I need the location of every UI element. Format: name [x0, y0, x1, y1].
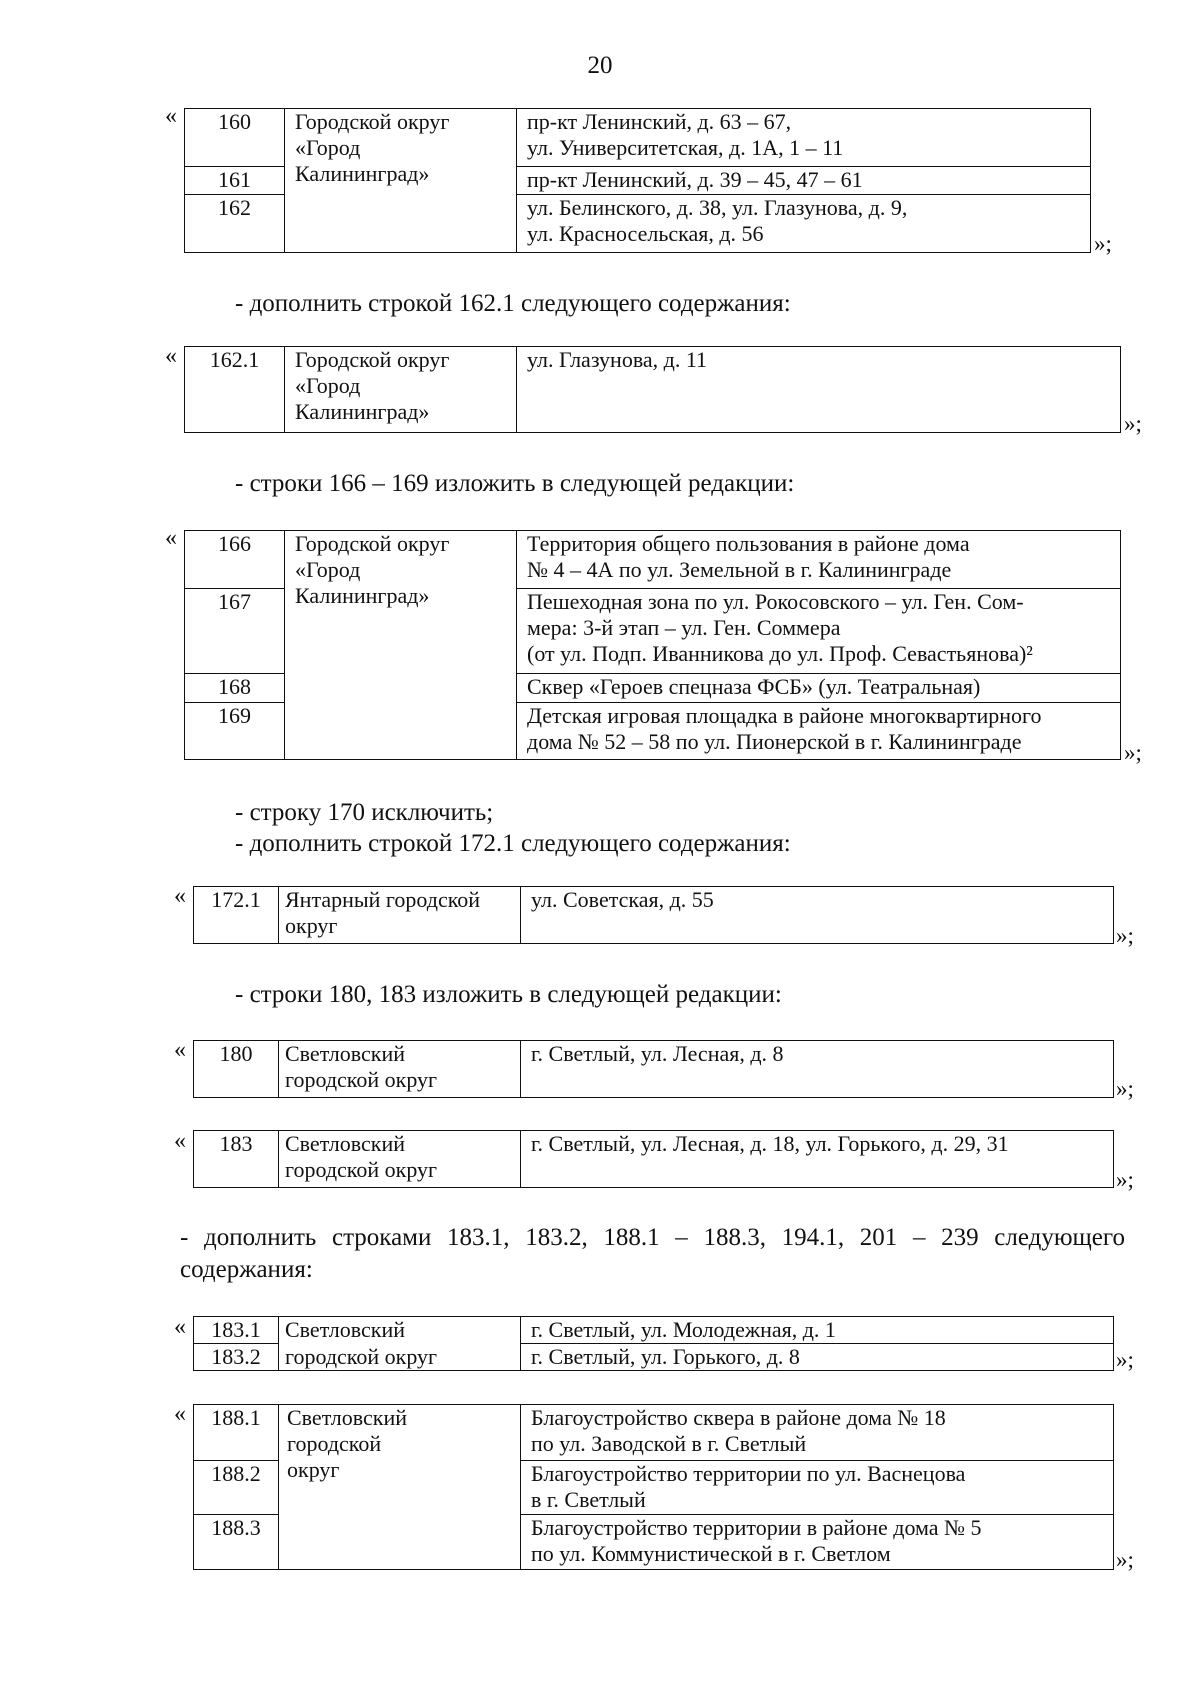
- address-cell: ул. Глазунова, д. 11: [517, 347, 1121, 433]
- table-rows-188-1-188-3: [193, 1404, 1114, 1570]
- address-cell: Детская игровая площадка в районе многоквартирного дома № 52 – 58 по ул. Пионерской в г. Калининграде: [517, 703, 1121, 760]
- table-row-162-1: [184, 346, 1121, 433]
- address-cell: Территория общего пользования в районе дома № 4 – 4А по ул. Земельной в г. Калининграде: [517, 531, 1121, 589]
- table-row-180: [193, 1040, 1114, 1098]
- row-number: 188.2: [194, 1461, 279, 1515]
- row-number: 183.1: [194, 1317, 279, 1344]
- table-row: [185, 531, 1121, 589]
- municipality-cell: Янтарный городской округ: [279, 887, 521, 944]
- table-row: [185, 347, 1121, 433]
- open-quote: «: [165, 525, 177, 551]
- table-row-183: [193, 1130, 1114, 1188]
- municipality-cell: Городской округ «Город Калининград»: [285, 109, 517, 253]
- paragraph-add-multiple: - дополнить строками 183.1, 183.2, 188.1 – 188.3, 194.1, 201 – 239 следующего содержания:: [180, 1224, 1125, 1283]
- table-row-172-1: [193, 886, 1114, 944]
- open-quote: «: [174, 1401, 186, 1427]
- paragraph-edit-180-183: - строки 180, 183 изложить в следующей редакции:: [235, 981, 782, 1008]
- address-cell: г. Светлый, ул. Лесная, д. 8: [521, 1041, 1114, 1098]
- table-rows-160-162: [184, 108, 1091, 253]
- municipality-cell: Городской округ «Город Калининград»: [285, 347, 517, 433]
- row-number: 166: [185, 531, 285, 589]
- table-rows-166-169: [184, 530, 1121, 760]
- open-quote: «: [165, 103, 177, 129]
- row-number: 162: [185, 195, 285, 253]
- row-number: 162.1: [185, 347, 285, 433]
- address-cell: Благоустройство территории в районе дома № 5 по ул. Коммунистической в г. Светлом: [521, 1515, 1114, 1570]
- open-quote: «: [165, 343, 177, 369]
- open-quote: «: [174, 883, 186, 909]
- row-number: 169: [185, 703, 285, 760]
- address-cell: Благоустройство сквера в районе дома № 18 по ул. Заводской в г. Светлый: [521, 1405, 1114, 1461]
- table-row: [194, 1344, 1114, 1371]
- row-number: 183.2: [194, 1344, 279, 1371]
- address-cell: ул. Советская, д. 55: [521, 887, 1114, 944]
- row-number: 188.1: [194, 1405, 279, 1461]
- row-number: 172.1: [194, 887, 279, 944]
- row-number: 160: [185, 109, 285, 167]
- close-quote: »;: [1116, 1547, 1134, 1572]
- address-cell: г. Светлый, ул. Лесная, д. 18, ул. Горького, д. 29, 31: [521, 1131, 1114, 1188]
- open-quote: «: [174, 1314, 186, 1340]
- close-quote: »;: [1116, 1167, 1134, 1192]
- table-row: [194, 1131, 1114, 1188]
- address-cell: Благоустройство территории по ул. Васнецова в г. Светлый: [521, 1461, 1114, 1515]
- address-cell: пр-кт Ленинский, д. 63 – 67, ул. Университетская, д. 1А, 1 – 11: [517, 109, 1091, 167]
- address-cell: Пешеходная зона по ул. Рокосовского – ул. Ген. Сом- мера: 3-й этап – ул. Ген. Соммера (от ул. Подп. Иванникова до ул. Проф. Севастьянова)²: [517, 589, 1121, 674]
- close-quote: »;: [1094, 231, 1112, 256]
- table-rows-183-1-183-2: [193, 1316, 1114, 1371]
- paragraph-edit-166-169: - строки 166 – 169 изложить в следующей редакции:: [235, 470, 795, 497]
- address-cell: г. Светлый, ул. Горького, д. 8: [521, 1344, 1114, 1371]
- address-cell: Сквер «Героев спецназа ФСБ» (ул. Театральная): [517, 674, 1121, 703]
- close-quote: »;: [1124, 740, 1142, 765]
- municipality-cell: Городской округ «Город Калининград»: [285, 531, 517, 760]
- paragraph-exclude-170: - строку 170 исключить;: [235, 799, 494, 826]
- close-quote: »;: [1116, 1076, 1134, 1101]
- table-row: [194, 1317, 1114, 1344]
- row-number: 188.3: [194, 1515, 279, 1570]
- municipality-cell: городской округ: [279, 1344, 521, 1371]
- paragraph-add-162-1: - дополнить строкой 162.1 следующего содержания:: [235, 290, 791, 317]
- table-row: [194, 887, 1114, 944]
- municipality-cell: Светловский: [279, 1317, 521, 1344]
- open-quote: «: [174, 1128, 186, 1154]
- municipality-cell: Светловский городской округ: [279, 1405, 521, 1570]
- close-quote: »;: [1116, 923, 1134, 948]
- table-row: [194, 1041, 1114, 1098]
- table-row: [185, 109, 1091, 167]
- municipality-cell: Светловский городской округ: [279, 1041, 521, 1098]
- row-number: 183: [194, 1131, 279, 1188]
- row-number: 180: [194, 1041, 279, 1098]
- page-number: 20: [587, 52, 613, 79]
- row-number: 168: [185, 674, 285, 703]
- paragraph-add-172-1: - дополнить строкой 172.1 следующего содержания:: [235, 830, 791, 857]
- close-quote: »;: [1116, 1347, 1134, 1372]
- address-cell: г. Светлый, ул. Молодежная, д. 1: [521, 1317, 1114, 1344]
- address-cell: пр-кт Ленинский, д. 39 – 45, 47 – 61: [517, 167, 1091, 195]
- municipality-cell: Светловский городской округ: [279, 1131, 521, 1188]
- table-row: [194, 1405, 1114, 1461]
- row-number: 167: [185, 589, 285, 674]
- close-quote: »;: [1124, 411, 1142, 436]
- address-cell: ул. Белинского, д. 38, ул. Глазунова, д. 9, ул. Красносельская, д. 56: [517, 195, 1091, 253]
- row-number: 161: [185, 167, 285, 195]
- open-quote: «: [174, 1037, 186, 1063]
